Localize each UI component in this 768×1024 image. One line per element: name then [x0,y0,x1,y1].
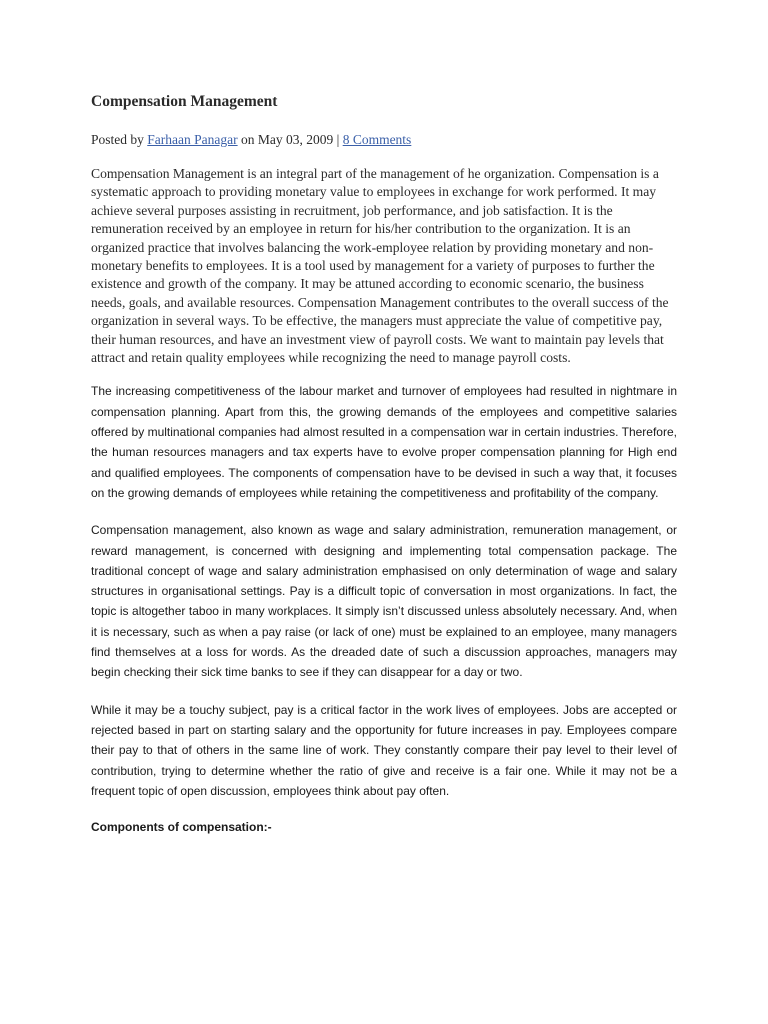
components-heading: Components of compensation:- [91,820,272,835]
body-paragraph-2: Compensation management, also known as wage and salary administration, remuneration management, or reward management, is concerned with designing and implementing total compensation package. The traditional concept of wage and salary administration emphasised on only determination of wage and salary structures in organisational settings. Pay is a difficult topic of conversation in most organizations. In fact, the topic is altogether taboo in many workplaces. It simply isn’t discussed unless absolutely necessary. And, when it is necessary, such as when a pay raise (or lack of one) must be explained to an employee, many managers find themselves at a loss for words. As the dreaded date of such a discussion approaches, managers may begin checking their sick time banks to see if they can disappear for a day or two. [91,523,677,680]
body-paragraph-1: The increasing competitiveness of the labour market and turnover of employees had resulted in nightmare in compensation planning. Apart from this, the growing demands of the employees and competitive salaries offered by multinational companies had almost resulted in a compensation war in certain industries. Therefore, the human resources managers and tax experts have to evolve proper compensation planning for High end and qualified employees. The components of compensation have to be devised in such a way that, it focuses on the growing demands of employees while retaining the competitiveness and profitability of the company. [91,384,677,500]
document-page [91,92,677,837]
intro-paragraph: Compensation Management is an integral part of the management of he organization. Compensation is a systematic approach to providing monetary value to employees in exchange for work performed. It may achieve several purposes assisting in recruitment, job performance, and job satisfaction. It is the remuneration received by an employee in return for his/her contribution to the organization. It is an organized practice that involves balancing the work-employee relation by providing monetary and non-monetary benefits to employees. It is a tool used by management for a variety of purposes to further the existence and growth of the company. It may be attuned according to economic scenario, the business needs, goals, and available resources. Compensation Management contributes to the overall success of the organization in several ways. To be effective, the managers must appreciate the value of competitive pay, their human resources, and have an investment view of payroll costs. We want to maintain pay levels that attract and retain quality employees while recognizing the need to manage payroll costs. [91,166,669,366]
body-paragraph-3: While it may be a touchy subject, pay is a critical factor in the work lives of employees. Jobs are accepted or rejected based in part on starting salary and the opportunity for future increases in pay. Employees compare their pay to that of others in the same line of work. They constantly compare their pay level to their level of contribution, trying to determine whether the ratio of give and receive is a fair one. While it may not be a frequent topic of open discussion, employees think about pay often. [91,702,677,798]
author-link[interactable]: Farhaan Panagar [147,132,238,147]
byline-date: on May 03, 2009 | [237,132,343,147]
byline [91,131,677,149]
article-title: Compensation Management [91,93,278,110]
comments-link[interactable]: 8 Comments [342,132,412,147]
byline-prefix: Posted by [91,132,148,147]
